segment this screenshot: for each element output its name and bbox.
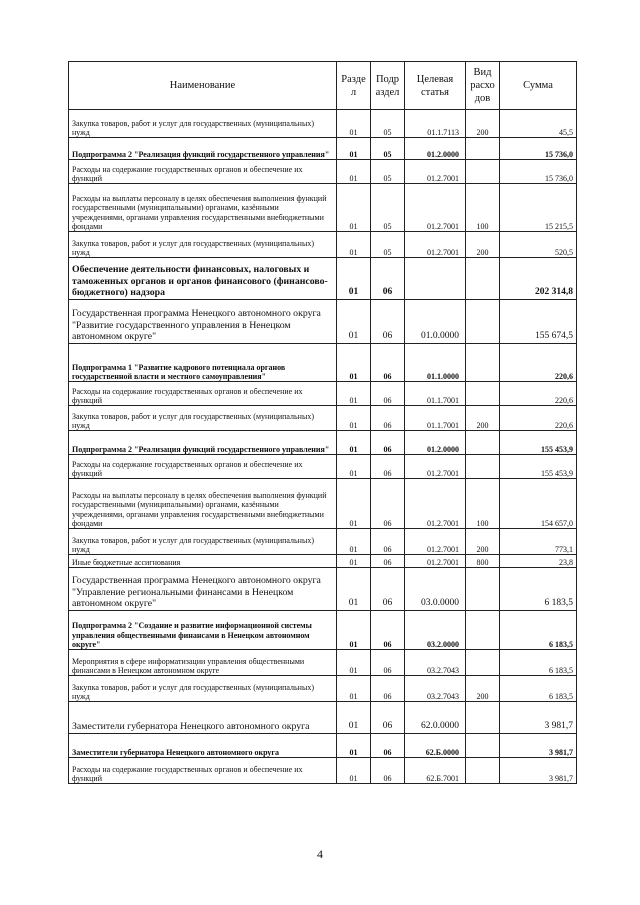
row-razdel: 01 — [337, 184, 371, 232]
row-sum: 3 981,7 — [500, 734, 577, 758]
row-razdel: 01 — [337, 529, 371, 555]
row-podrazdel: 05 — [371, 138, 405, 160]
row-expense-type: 200 — [466, 232, 500, 258]
row-name: Закупка товаров, работ и услуг для государственных (муниципальных) нужд — [69, 529, 337, 555]
row-sum: 6 183,5 — [500, 611, 577, 650]
row-name: Расходы на содержание государственных органов и обеспечение их функций — [69, 160, 337, 184]
row-name: Иные бюджетные ассигнования — [69, 555, 337, 568]
table-row — [69, 138, 577, 160]
table-row — [69, 258, 577, 300]
row-expense-type: 100 — [466, 479, 500, 529]
row-name: Заместители губернатора Ненецкого автономного округа — [69, 734, 337, 758]
row-razdel: 01 — [337, 702, 371, 734]
row-sum: 520,5 — [500, 232, 577, 258]
row-expense-type — [466, 344, 500, 382]
row-razdel: 01 — [337, 110, 371, 138]
table-row — [69, 676, 577, 702]
table-row — [69, 184, 577, 232]
row-sum: 45,5 — [500, 110, 577, 138]
row-name: Обеспечение деятельности финансовых, налоговых и таможенных органов и органов финансового (финансово-бюджетного) надзора — [69, 258, 337, 300]
row-target-article: 03.2.0000 — [405, 611, 466, 650]
row-razdel: 01 — [337, 555, 371, 568]
table-row — [69, 232, 577, 258]
row-podrazdel: 05 — [371, 184, 405, 232]
row-target-article: 01.2.7001 — [405, 555, 466, 568]
row-name: Расходы на выплаты персоналу в целях обеспечения выполнения функций государственными (муниципальными) органами, казёнными учреждениями, органами управления государственными внебюджетными фондами — [69, 184, 337, 232]
row-expense-type — [466, 568, 500, 611]
row-razdel: 01 — [337, 258, 371, 300]
row-podrazdel: 06 — [371, 455, 405, 479]
row-razdel: 01 — [337, 431, 371, 455]
row-name: Расходы на содержание государственных органов и обеспечение их функций — [69, 758, 337, 784]
row-sum: 773,1 — [500, 529, 577, 555]
row-name: Закупка товаров, работ и услуг для государственных (муниципальных) нужд — [69, 110, 337, 138]
table-row — [69, 300, 577, 344]
table-row — [69, 382, 577, 406]
row-target-article: 01.2.0000 — [405, 138, 466, 160]
table-row — [69, 406, 577, 431]
row-target-article: 01.0.0000 — [405, 300, 466, 344]
row-podrazdel: 06 — [371, 406, 405, 431]
row-target-article: 01.2.7001 — [405, 479, 466, 529]
row-target-article — [405, 258, 466, 300]
row-name: Расходы на содержание государственных органов и обеспечение их функций — [69, 455, 337, 479]
row-target-article: 01.2.7001 — [405, 529, 466, 555]
row-name: Расходы на содержание государственных органов и обеспечение их функций — [69, 382, 337, 406]
row-name: Государственная программа Ненецкого автономного округа "Развитие государственного управления в Ненецком автономном округе" — [69, 300, 337, 344]
table-row — [69, 611, 577, 650]
row-razdel: 01 — [337, 382, 371, 406]
row-razdel: 01 — [337, 138, 371, 160]
row-expense-type — [466, 258, 500, 300]
row-razdel: 01 — [337, 479, 371, 529]
row-sum: 220,6 — [500, 382, 577, 406]
row-podrazdel: 05 — [371, 110, 405, 138]
row-expense-type — [466, 455, 500, 479]
row-podrazdel: 06 — [371, 676, 405, 702]
row-target-article: 03.0.0000 — [405, 568, 466, 611]
row-expense-type — [466, 300, 500, 344]
row-podrazdel: 06 — [371, 529, 405, 555]
row-target-article: 62.Б.7001 — [405, 758, 466, 784]
table-header-row — [69, 62, 577, 110]
row-target-article: 01.2.0000 — [405, 431, 466, 455]
row-podrazdel: 06 — [371, 568, 405, 611]
header-razdel: Разде л — [337, 62, 371, 110]
row-podrazdel: 06 — [371, 611, 405, 650]
row-razdel: 01 — [337, 676, 371, 702]
row-sum: 6 183,5 — [500, 650, 577, 676]
row-name: Подпрограмма 1 "Развитие кадрового потенциала органов государственной власти и местного самоуправления" — [69, 344, 337, 382]
row-target-article: 01.1.7113 — [405, 110, 466, 138]
row-sum: 154 657,0 — [500, 479, 577, 529]
page-number: 4 — [317, 847, 323, 861]
row-podrazdel: 05 — [371, 232, 405, 258]
row-target-article: 01.2.7001 — [405, 455, 466, 479]
row-target-article: 01.1.7001 — [405, 406, 466, 431]
table-row — [69, 758, 577, 784]
row-expense-type — [466, 382, 500, 406]
row-podrazdel: 06 — [371, 344, 405, 382]
row-razdel: 01 — [337, 734, 371, 758]
row-podrazdel: 06 — [371, 258, 405, 300]
row-sum: 220,6 — [500, 344, 577, 382]
row-sum: 23,8 — [500, 555, 577, 568]
row-expense-type — [466, 611, 500, 650]
row-razdel: 01 — [337, 232, 371, 258]
row-expense-type — [466, 138, 500, 160]
table-row — [69, 110, 577, 138]
table-row — [69, 650, 577, 676]
table-row — [69, 431, 577, 455]
row-name: Закупка товаров, работ и услуг для государственных (муниципальных) нужд — [69, 676, 337, 702]
row-name: Подпрограмма 2 "Создание и развитие информационной системы управления общественными финансами в Ненецком автономном округе" — [69, 611, 337, 650]
row-sum: 202 314,8 — [500, 258, 577, 300]
table-row — [69, 344, 577, 382]
header-name: Наименование — [69, 62, 337, 110]
budget-table — [68, 61, 577, 784]
row-sum: 15 736,0 — [500, 138, 577, 160]
row-name: Расходы на выплаты персоналу в целях обеспечения выполнения функций государственными (муниципальными) органами, казёнными учреждениями, органами управления государственными внебюджетными фондами — [69, 479, 337, 529]
table-row — [69, 568, 577, 611]
row-target-article: 01.2.7001 — [405, 160, 466, 184]
row-name: Государственная программа Ненецкого автономного округа "Управление региональными финансами в Ненецком автономном округе" — [69, 568, 337, 611]
header-podrazdel: Подр аздел — [371, 62, 405, 110]
row-razdel: 01 — [337, 300, 371, 344]
row-podrazdel: 06 — [371, 555, 405, 568]
row-podrazdel: 06 — [371, 382, 405, 406]
row-podrazdel: 06 — [371, 702, 405, 734]
row-podrazdel: 06 — [371, 479, 405, 529]
row-target-article: 01.2.7001 — [405, 232, 466, 258]
row-sum: 220,6 — [500, 406, 577, 431]
row-podrazdel: 05 — [371, 160, 405, 184]
row-name: Подпрограмма 2 "Реализация функций государственного управления" — [69, 138, 337, 160]
header-target-article: Целевая статья — [405, 62, 466, 110]
header-sum: Сумма — [500, 62, 577, 110]
row-expense-type: 800 — [466, 555, 500, 568]
row-podrazdel: 06 — [371, 650, 405, 676]
row-razdel: 01 — [337, 758, 371, 784]
row-sum: 15 736,0 — [500, 160, 577, 184]
row-expense-type — [466, 160, 500, 184]
row-sum: 3 981,7 — [500, 702, 577, 734]
row-sum: 155 674,5 — [500, 300, 577, 344]
table-row — [69, 702, 577, 734]
row-expense-type — [466, 650, 500, 676]
row-sum: 155 453,9 — [500, 431, 577, 455]
table-body — [69, 110, 577, 784]
row-expense-type: 200 — [466, 110, 500, 138]
row-razdel: 01 — [337, 611, 371, 650]
row-sum: 3 981,7 — [500, 758, 577, 784]
table-row — [69, 529, 577, 555]
row-expense-type — [466, 431, 500, 455]
table-row — [69, 479, 577, 529]
row-name: Закупка товаров, работ и услуг для государственных (муниципальных) нужд — [69, 232, 337, 258]
row-expense-type: 200 — [466, 406, 500, 431]
row-razdel: 01 — [337, 455, 371, 479]
row-name: Заместители губернатора Ненецкого автономного округа — [69, 702, 337, 734]
row-target-article: 03.2.7043 — [405, 676, 466, 702]
row-sum: 6 183,5 — [500, 568, 577, 611]
row-podrazdel: 06 — [371, 734, 405, 758]
row-name: Закупка товаров, работ и услуг для государственных (муниципальных) нужд — [69, 406, 337, 431]
row-target-article: 62.Б.0000 — [405, 734, 466, 758]
row-name: Подпрограмма 2 "Реализация функций государственного управления" — [69, 431, 337, 455]
row-expense-type — [466, 758, 500, 784]
row-sum: 6 183,5 — [500, 676, 577, 702]
row-name: Мероприятия в сфере информатизации управления общественными финансами в Ненецком автономном округе — [69, 650, 337, 676]
row-target-article: 01.2.7001 — [405, 184, 466, 232]
row-target-article: 01.1.0000 — [405, 344, 466, 382]
row-target-article: 03.2.7043 — [405, 650, 466, 676]
row-sum: 15 215,5 — [500, 184, 577, 232]
row-podrazdel: 06 — [371, 300, 405, 344]
row-podrazdel: 06 — [371, 431, 405, 455]
row-expense-type — [466, 734, 500, 758]
row-podrazdel: 06 — [371, 758, 405, 784]
table-row — [69, 455, 577, 479]
header-expense-type: Вид расхо дов — [466, 62, 500, 110]
row-expense-type: 200 — [466, 676, 500, 702]
row-razdel: 01 — [337, 568, 371, 611]
row-razdel: 01 — [337, 344, 371, 382]
row-razdel: 01 — [337, 650, 371, 676]
table-row — [69, 555, 577, 568]
row-target-article: 62.0.0000 — [405, 702, 466, 734]
row-expense-type: 200 — [466, 529, 500, 555]
row-razdel: 01 — [337, 406, 371, 431]
row-razdel: 01 — [337, 160, 371, 184]
table-row — [69, 160, 577, 184]
row-expense-type: 100 — [466, 184, 500, 232]
row-sum: 155 453,9 — [500, 455, 577, 479]
row-expense-type — [466, 702, 500, 734]
table-row — [69, 734, 577, 758]
row-target-article: 01.1.7001 — [405, 382, 466, 406]
